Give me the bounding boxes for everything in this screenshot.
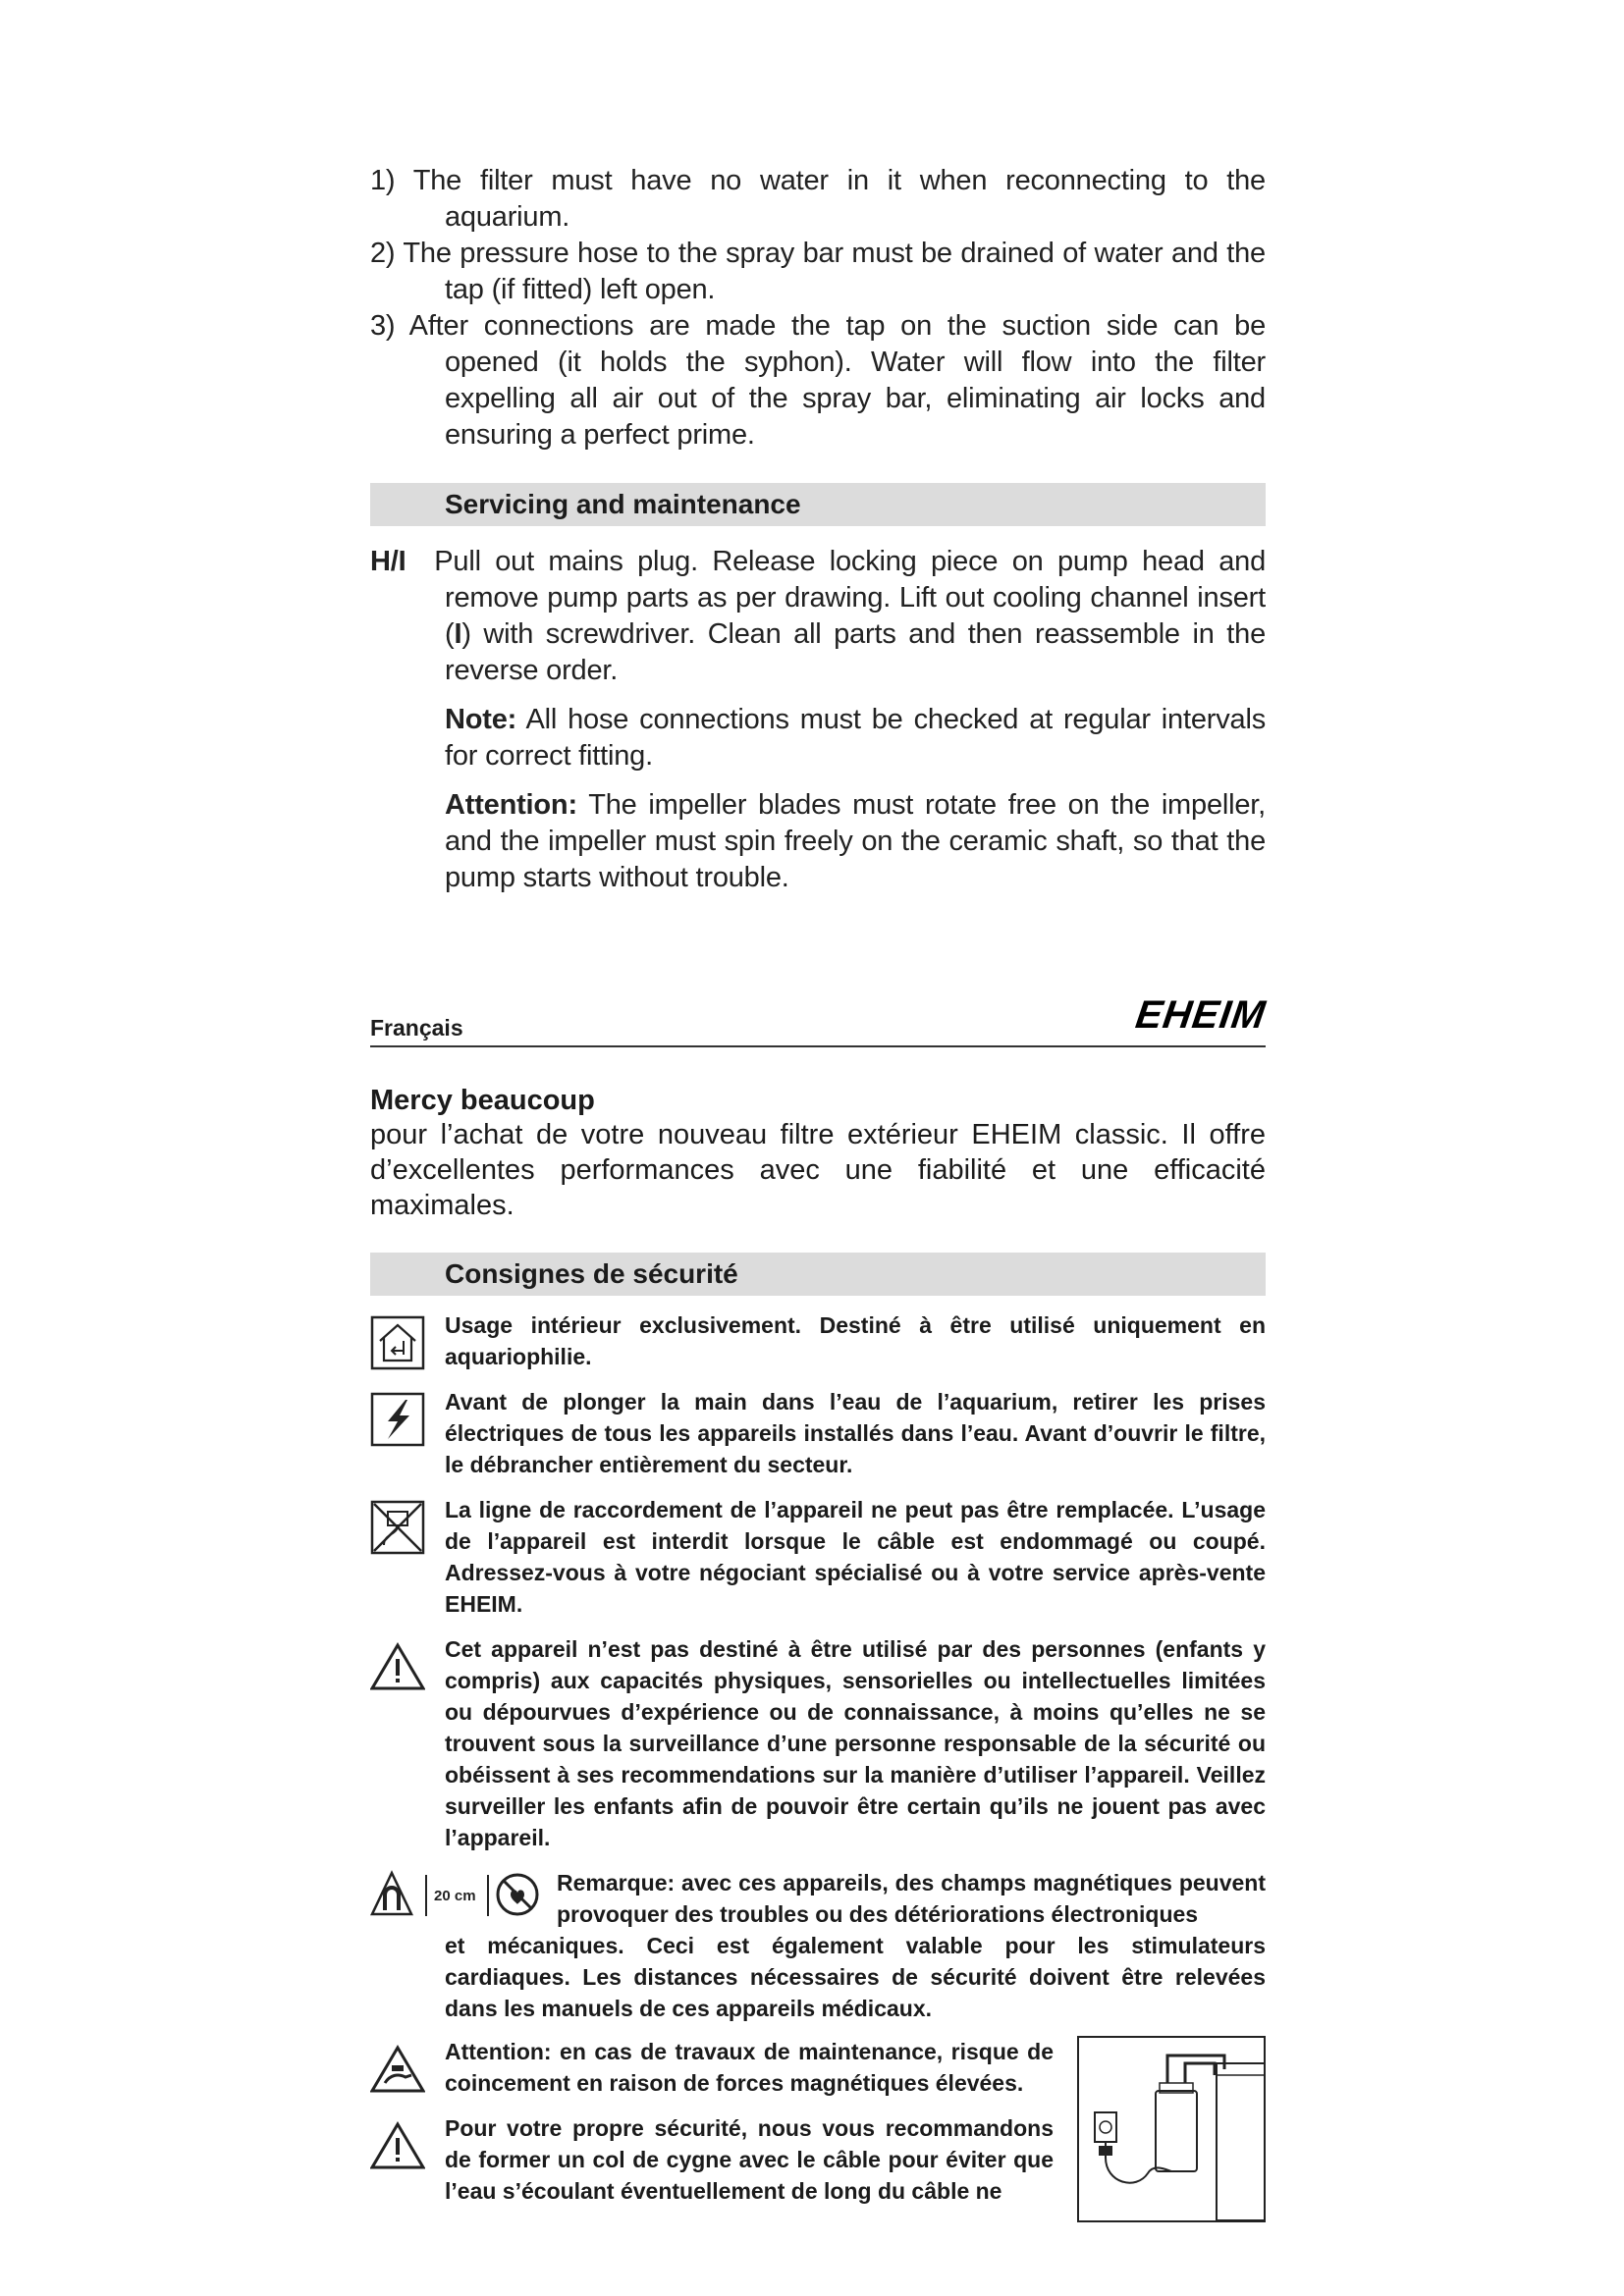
magnetic-text-rest: et mécaniques. Ceci est également valable pour les stimulateurs cardiaques. Les distances nécessaires de sécurité doivent être relevées dans les manuels de ces appareils médicaux. bbox=[445, 1933, 1266, 2021]
manual-page bbox=[370, 163, 1270, 2207]
safety-heading: Consignes de sécurité bbox=[445, 1258, 738, 1289]
safety-text: Pour votre propre sécurité, nous vous recommandons de former un col de cygne avec le câble pour éviter que l’eau s’écoulant éventuellement de long du câble ne bbox=[445, 2115, 1054, 2204]
safety-item bbox=[370, 2036, 1054, 2099]
hand-pinch-warning-icon bbox=[370, 2042, 425, 2097]
list-number: 2) bbox=[370, 238, 396, 269]
note-label: Note: bbox=[445, 704, 517, 735]
list-item bbox=[370, 308, 1266, 454]
language-header bbox=[370, 993, 1270, 1047]
note-text: All hose connections must be checked at regular intervals for correct fitting. bbox=[445, 704, 1266, 772]
magnetic-text-first: Remarque: avec ces appareils, des champs magnétiques peuvent provoquer des troubles ou des détériorations électroniques bbox=[557, 1870, 1266, 1927]
distance-label: 20 cm bbox=[434, 1888, 476, 1904]
attention-label: Attention: bbox=[445, 789, 577, 821]
safety-text: Cet appareil n’est pas destiné à être utilisé par des personnes (enfants y compris) aux capacités physiques, sensorielles ou intellectuelles limitées ou dépourvues d’expérience ou de connaissance, à moins qu’elles ne se trouvent sous la surveillance d’une personne responsable de la sécurité ou obéissent à ses recommendations sur la manière d’utiliser l’appareil. Veillez surveiller les enfants afin de pouvoir être certain qu’ils ne jouent pas avec l’appareil. bbox=[445, 1636, 1266, 1850]
list-text: After connections are made the tap on the suction side can be opened (it holds the syphon). Water will flow into the filter expelling all air out of the spray bar, eliminating air locks and ensuring a perfect prime. bbox=[408, 310, 1266, 451]
thanks-title: Mercy beaucoup bbox=[370, 1085, 595, 1116]
attention-paragraph bbox=[370, 787, 1266, 896]
indoor-use-icon bbox=[370, 1315, 425, 1370]
list-item bbox=[370, 236, 1266, 308]
no-cable-replacement-icon bbox=[370, 1500, 425, 1555]
safety-text: La ligne de raccordement de l’appareil ne peut pas être remplacée. L’usage de l’appareil est interdit lorsque le câble est endommagé ou coupé. Adressez-vous à votre négociant spécialisé ou à votre service après-vente EHEIM. bbox=[445, 1497, 1266, 1617]
safety-item bbox=[370, 2112, 1054, 2207]
safety-heading-bar bbox=[370, 1253, 1266, 1296]
bottom-warnings bbox=[370, 2036, 1266, 2207]
figure-reference-i: I bbox=[454, 618, 462, 650]
servicing-section bbox=[370, 544, 1266, 896]
servicing-text-a: Pull out mains plug. Release locking piece on pump head and remove pump parts as per drawing. Lift out cooling channel insert ( bbox=[434, 546, 1266, 650]
safety-text: Usage intérieur exclusivement. Destiné à être utilisé uniquement en aquariophilie. bbox=[445, 1312, 1266, 1369]
list-text: The pressure hose to the spray bar must be drained of water and the tap (if fitted) left open. bbox=[403, 238, 1266, 305]
filter-cable-drip-loop-illustration bbox=[1077, 2036, 1266, 2222]
figure-reference: H/I bbox=[370, 546, 406, 577]
warning-triangle-icon bbox=[370, 1639, 425, 1694]
safety-list bbox=[370, 1309, 1266, 2207]
attention-text: The impeller blades must rotate free on the impeller, and the impeller must spin freely on the ceramic shaft, so that the pump starts without trouble. bbox=[445, 789, 1266, 893]
servicing-heading-bar bbox=[370, 483, 1266, 526]
language-label: Français bbox=[370, 1015, 463, 1041]
list-text: The filter must have no water in it when reconnecting to the aquarium. bbox=[412, 165, 1266, 233]
safety-text: Avant de plonger la main dans l’eau de l’aquarium, retirer les prises électriques de tous les appareils installés dans l’eau. Avant d’ouvrir le filtre, le débrancher entièrement du secteur. bbox=[445, 1389, 1266, 1477]
magnetic-warning bbox=[370, 1867, 1266, 2024]
safety-item bbox=[370, 1494, 1266, 1620]
note-paragraph bbox=[370, 702, 1266, 774]
safety-item bbox=[370, 1633, 1266, 1853]
servicing-heading: Servicing and maintenance bbox=[445, 489, 801, 519]
warning-triangle-icon bbox=[370, 2118, 425, 2173]
safety-item bbox=[370, 1309, 1266, 1372]
servicing-text-b: ) with screwdriver. Clean all parts and then reassemble in the reverse order. bbox=[445, 618, 1266, 686]
eheim-logo: EHEIM bbox=[1133, 993, 1270, 1037]
safety-item bbox=[370, 1386, 1266, 1480]
list-number: 1) bbox=[370, 165, 396, 196]
electric-shock-icon bbox=[370, 1392, 425, 1447]
magnetic-field-pacemaker-icon bbox=[370, 1869, 547, 1922]
numbered-list bbox=[370, 163, 1266, 454]
servicing-instructions bbox=[370, 544, 1266, 689]
list-item bbox=[370, 163, 1266, 236]
list-number: 3) bbox=[370, 310, 396, 342]
thanks-body: pour l’achat de votre nouveau filtre extérieur EHEIM classic. Il offre d’excellentes performances avec une fiabilité et une efficacité maximales. bbox=[370, 1119, 1266, 1221]
safety-text: Attention: en cas de travaux de maintenance, risque de coincement en raison de forces magnétiques élevées. bbox=[445, 2039, 1054, 2096]
